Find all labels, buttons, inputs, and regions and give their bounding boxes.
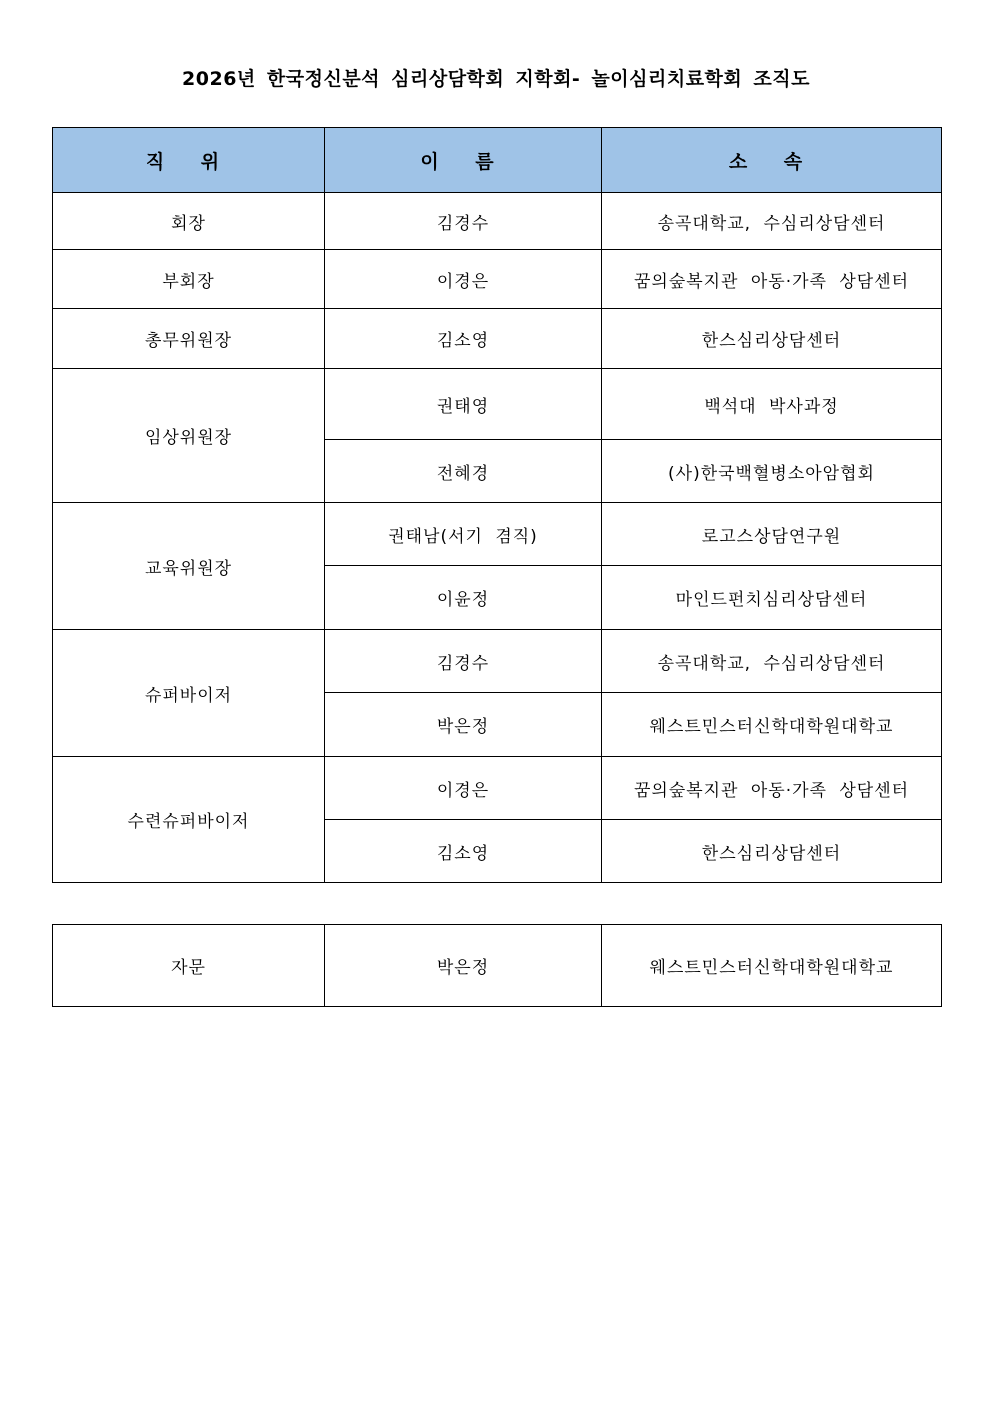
table-row <box>53 925 942 1007</box>
position-cell: 교육위원장 <box>53 503 325 630</box>
position-cell: 수련슈퍼바이저 <box>53 757 325 883</box>
name-cell: 권태영 <box>325 369 602 440</box>
affiliation-cell: 로고스상담연구원 <box>602 503 942 566</box>
affiliation-cell: 꿈의숲복지관 아동·가족 상담센터 <box>602 250 942 309</box>
table-row <box>53 503 942 566</box>
header-position: 직 위 <box>53 128 325 193</box>
table-row <box>53 250 942 309</box>
affiliation-cell: 송곡대학교, 수심리상담센터 <box>602 193 942 250</box>
organization-table <box>52 127 942 883</box>
advisor-table <box>52 924 942 1007</box>
header-name: 이 름 <box>325 128 602 193</box>
name-cell: 김경수 <box>325 193 602 250</box>
position-cell: 슈퍼바이저 <box>53 630 325 757</box>
affiliation-cell: 꿈의숲복지관 아동·가족 상담센터 <box>602 757 942 820</box>
position-cell: 총무위원장 <box>53 309 325 369</box>
name-cell: 김소영 <box>325 309 602 369</box>
affiliation-cell: 한스심리상담센터 <box>602 820 942 883</box>
name-cell: 전혜경 <box>325 440 602 503</box>
table-header-row <box>53 128 942 193</box>
affiliation-cell: 마인드펀치심리상담센터 <box>602 566 942 630</box>
name-cell: 김소영 <box>325 820 602 883</box>
position-cell: 부회장 <box>53 250 325 309</box>
affiliation-cell: (사)한국백혈병소아암협회 <box>602 440 942 503</box>
table-row <box>53 193 942 250</box>
affiliation-cell: 웨스트민스터신학대학원대학교 <box>602 693 942 757</box>
name-cell: 박은정 <box>325 693 602 757</box>
name-cell: 김경수 <box>325 630 602 693</box>
position-cell: 회장 <box>53 193 325 250</box>
table-row <box>53 630 942 693</box>
name-cell: 이윤정 <box>325 566 602 630</box>
table-row <box>53 757 942 820</box>
position-cell: 임상위원장 <box>53 369 325 503</box>
name-cell: 권태남(서기 겸직) <box>325 503 602 566</box>
affiliation-cell: 송곡대학교, 수심리상담센터 <box>602 630 942 693</box>
table-row <box>53 309 942 369</box>
advisor-affiliation-cell: 웨스트민스터신학대학원대학교 <box>602 925 942 1007</box>
name-cell: 이경은 <box>325 250 602 309</box>
name-cell: 이경은 <box>325 757 602 820</box>
affiliation-cell: 백석대 박사과정 <box>602 369 942 440</box>
advisor-position-cell: 자문 <box>53 925 325 1007</box>
affiliation-cell: 한스심리상담센터 <box>602 309 942 369</box>
header-affiliation: 소 속 <box>602 128 942 193</box>
page-title: 2026년 한국정신분석 심리상담학회 지학회- 놀이심리치료학회 조직도 <box>182 68 810 90</box>
table-row <box>53 369 942 440</box>
advisor-name-cell: 박은정 <box>325 925 602 1007</box>
